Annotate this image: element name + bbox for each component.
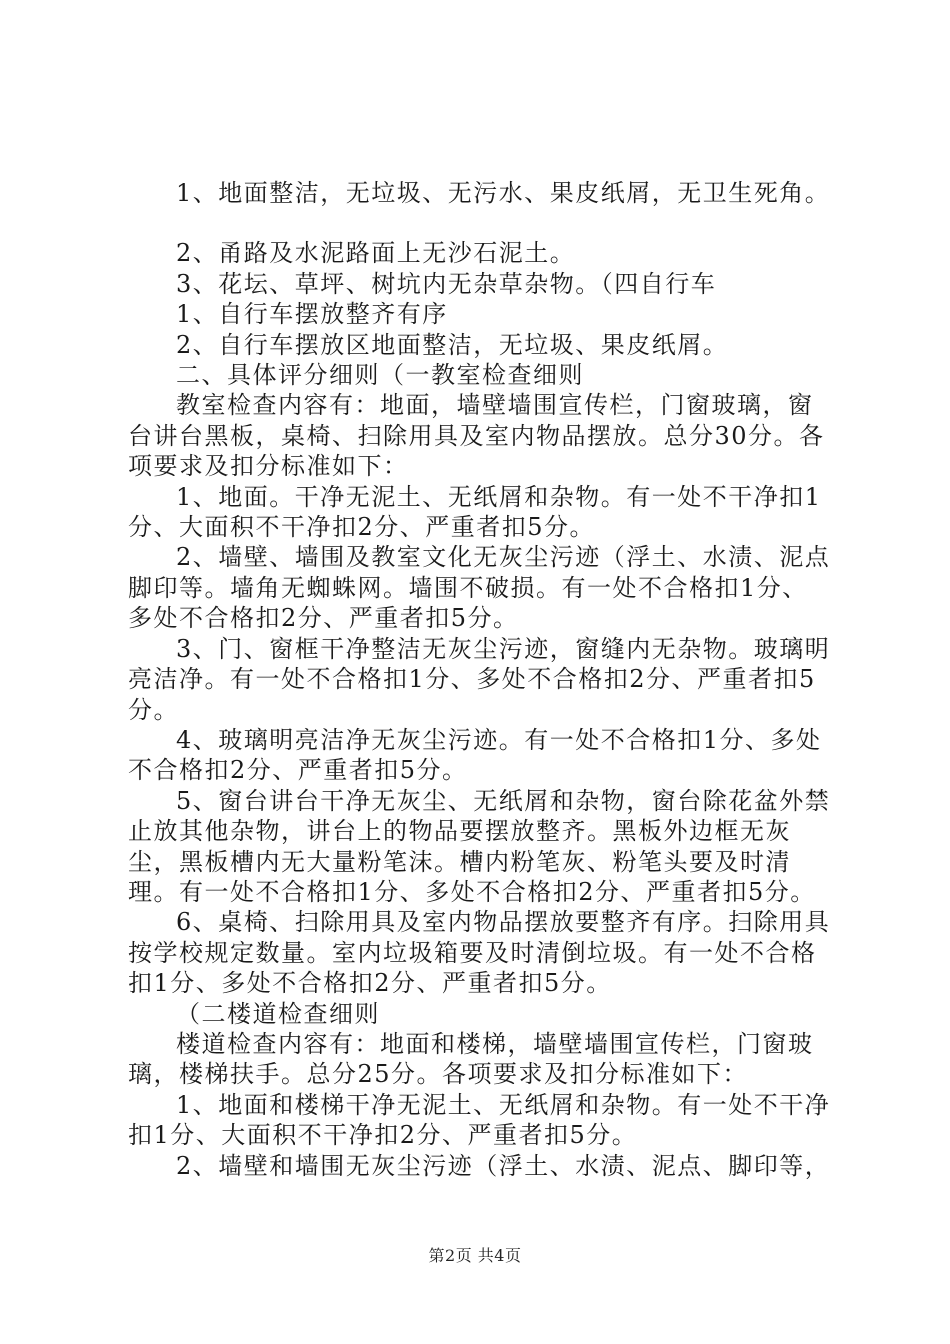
paragraph: 3、门、窗框干净整洁无灰尘污迹，窗缝内无杂物。玻璃明亮洁净。有一处不合格扣1分、多处不合格扣2分、严重者扣5分。 xyxy=(128,634,831,724)
paragraph: 1、地面。干净无泥土、无纸屑和杂物。有一处不干净扣1分、大面积不干净扣2分、严重者扣5分。 xyxy=(128,482,822,542)
paragraph: 1、地面整洁，无垃圾、无污水、果皮纸屑，无卫生死角。 xyxy=(176,179,831,207)
paragraph: 2、墙壁、墙围及教室文化无灰尘污迹（浮土、水渍、泥点脚印等。墙角无蜘蛛网。墙围不破损。有一处不合格扣1分、多处不合格扣2分、严重者扣5分。 xyxy=(128,543,831,633)
paragraph: 2、墙壁和墙围无灰尘污迹（浮土、水渍、泥点、脚印等， xyxy=(176,1151,831,1180)
paragraph: 教室检查内容有：地面，墙壁墙围宣传栏，门窗玻璃，窗台讲台黑板，桌椅、扫除用具及室内物品摆放。总分30分。各项要求及扣分标准如下： xyxy=(128,391,825,481)
paragraph: 楼道检查内容有：地面和楼梯，墙壁墙围宣传栏，门窗玻璃，楼梯扶手。总分25分。各项要求及扣分标准如下： xyxy=(128,1029,814,1089)
paragraph: 6、桌椅、扫除用具及室内物品摆放要整齐有序。扫除用具按学校规定数量。室内垃圾箱要及时清倒垃圾。有一处不合格扣1分、多处不合格扣2分、严重者扣5分。 xyxy=(128,908,831,998)
page-number-label: 第2页 共4页 xyxy=(428,1246,522,1265)
paragraph: 5、窗台讲台干净无灰尘、无纸屑和杂物，窗台除花盆外禁止放其他杂物，讲台上的物品要摆放整齐。黑板外边框无灰尘，黑板槽内无大量粉笔沫。槽内粉笔灰、粉笔头要及时清理。有一处不合格扣1分、多处不合格扣2分、严重者扣5分。 xyxy=(128,786,831,906)
paragraph: 2、自行车摆放区地面整洁，无垃圾、果皮纸屑。 xyxy=(176,330,729,359)
paragraph: 1、自行车摆放整齐有序 xyxy=(176,300,448,329)
paragraph: 4、玻璃明亮洁净无灰尘污迹。有一处不合格扣1分、多处不合格扣2分、严重者扣5分。 xyxy=(128,725,822,785)
paragraph: 1、地面和楼梯干净无泥土、无纸屑和杂物。有一处不干净扣1分、大面积不干净扣2分、严重者扣5分。 xyxy=(128,1090,831,1150)
paragraph: 3、花坛、草坪、树坑内无杂草杂物。（四自行车 xyxy=(176,269,717,298)
section-heading: （二楼道检查细则 xyxy=(176,999,380,1028)
section-heading: 二、具体评分细则（一教室检查细则 xyxy=(176,361,584,390)
document-body xyxy=(128,178,833,1181)
paragraph: 2、甬路及水泥路面上无沙石泥土。 xyxy=(176,239,576,268)
page-footer xyxy=(0,1243,950,1266)
